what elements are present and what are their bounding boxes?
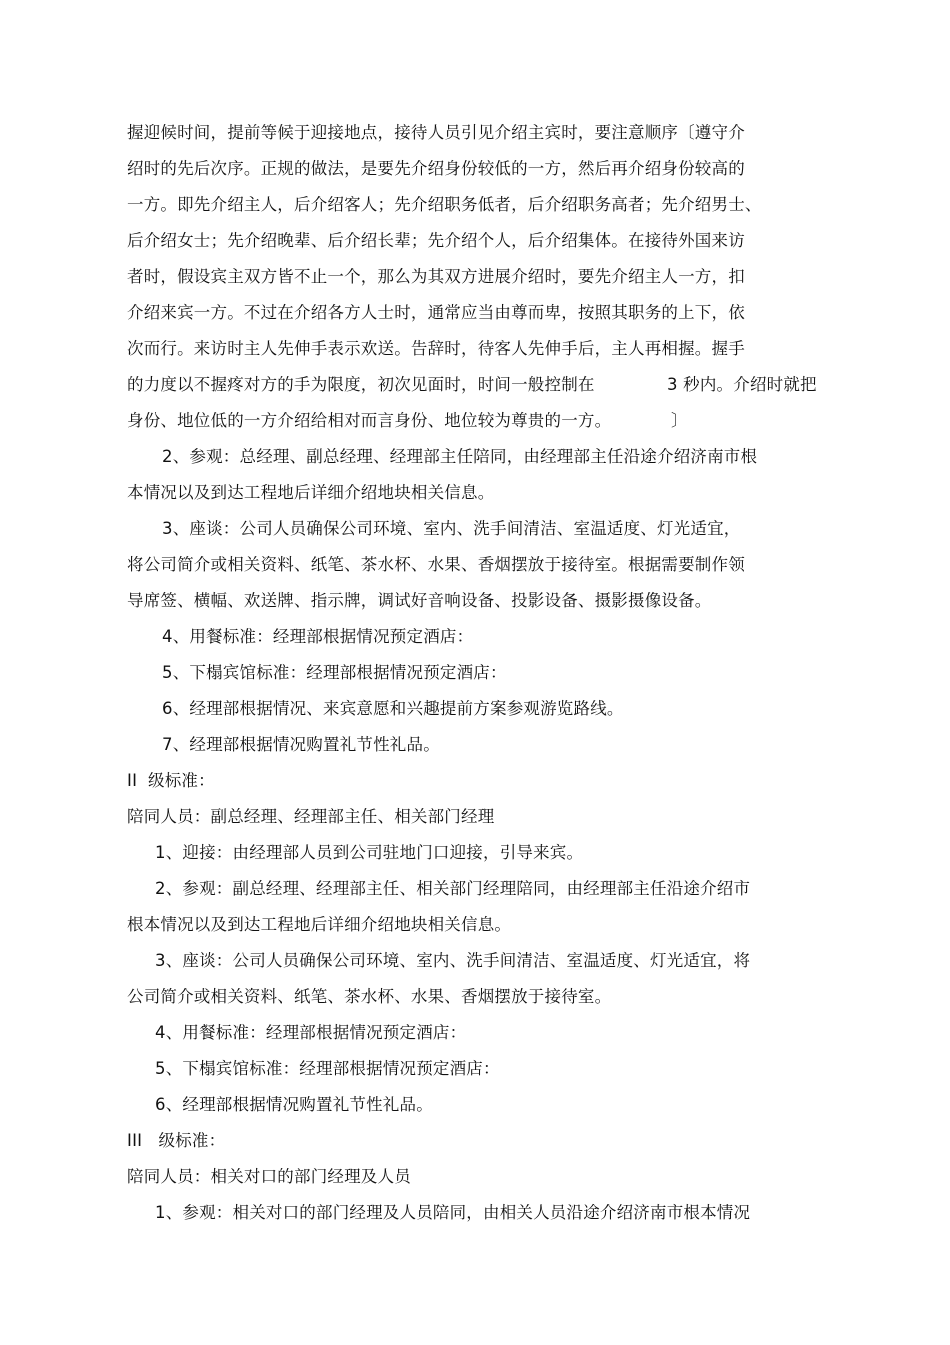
level2-item-2: 2、参观：副总经理、经理部主任、相关部门经理陪同，由经理部主任沿途介绍市 xyxy=(155,879,751,898)
intro-line-8-part1: 的力度以不握疼对方的手为限度，初次见面时，时间一般控制在 xyxy=(127,375,595,394)
intro-line-2: 绍时的先后次序。正规的做法，是要先介绍身份较低的一方，然后再介绍身份较高的 xyxy=(127,159,745,178)
intro-line-6: 介绍来宾一方。不过在介绍各方人士时，通常应当由尊而卑，按照其职务的上下，依 xyxy=(127,303,745,322)
level1-item-6: 6、经理部根据情况、来宾意愿和兴趣提前方案参观游览路线。 xyxy=(162,699,624,718)
level1-item-7: 7、经理部根据情况购置礼节性礼品。 xyxy=(162,735,440,754)
intro-line-8-part2: 3 秒内。介绍时就把 xyxy=(667,375,817,394)
intro-line-3: 一方。即先介绍主人，后介绍客人；先介绍职务低者，后介绍职务高者；先介绍男士、 xyxy=(127,195,762,214)
level1-item-5: 5、下榻宾馆标准：经理部根据情况预定酒店： xyxy=(162,663,507,682)
level2-item-3: 3、座谈：公司人员确保公司环境、室内、洗手间清洁、室温适度、灯光适宜，将 xyxy=(155,951,751,970)
level2-escort: 陪同人员：副总经理、经理部主任、相关部门经理 xyxy=(127,807,495,826)
intro-line-9-part1: 身份、地位低的一方介绍给相对而言身份、地位较为尊贵的一方。 xyxy=(127,411,612,430)
intro-line-1: 握迎候时间，提前等候于迎接地点，接待人员引见介绍主宾时，要注意顺序〔遵守介 xyxy=(127,123,745,142)
level1-item-3-cont-1: 将公司简介或相关资料、纸笔、茶水杯、水果、香烟摆放于接待室。根据需要制作领 xyxy=(127,555,745,574)
level2-item-5: 5、下榻宾馆标准：经理部根据情况预定酒店： xyxy=(155,1059,500,1078)
level3-item-1: 1、参观：相关对口的部门经理及人员陪同，由相关人员沿途介绍济南市根本情况 xyxy=(155,1203,751,1222)
level2-item-2-cont: 根本情况以及到达工程地后详细介绍地块相关信息。 xyxy=(127,915,512,934)
level3-heading: III 级标准： xyxy=(127,1131,226,1150)
intro-line-4: 后介绍女士；先介绍晚辈、后介绍长辈；先介绍个人，后介绍集体。在接待外国来访 xyxy=(127,231,745,250)
level1-item-2: 2、参观：总经理、副总经理、经理部主任陪同，由经理部主任沿途介绍济南市根 xyxy=(162,447,758,466)
level1-item-3: 3、座谈：公司人员确保公司环境、室内、洗手间清洁、室温适度、灯光适宜， xyxy=(162,519,741,538)
level2-item-4: 4、用餐标准：经理部根据情况预定酒店： xyxy=(155,1023,467,1042)
level2-heading: II 级标准： xyxy=(127,771,215,790)
level1-item-2-cont: 本情况以及到达工程地后详细介绍地块相关信息。 xyxy=(127,483,495,502)
level1-item-4: 4、用餐标准：经理部根据情况预定酒店： xyxy=(162,627,474,646)
level2-item-6: 6、经理部根据情况购置礼节性礼品。 xyxy=(155,1095,433,1114)
level2-item-3-cont: 公司简介或相关资料、纸笔、茶水杯、水果、香烟摆放于接待室。 xyxy=(127,987,612,1006)
intro-line-9-part2: 〕 xyxy=(671,411,688,430)
intro-line-5: 者时，假设宾主双方皆不止一个，那么为其双方进展介绍时，要先介绍主人一方，扣 xyxy=(127,267,745,286)
level1-item-3-cont-2: 导席签、横幅、欢送牌、指示牌，调试好音响设备、投影设备、摄影摄像设备。 xyxy=(127,591,712,610)
level2-item-1: 1、迎接：由经理部人员到公司驻地门口迎接，引导来宾。 xyxy=(155,843,584,862)
intro-line-7: 次而行。来访时主人先伸手表示欢送。告辞时，待客人先伸手后，主人再相握。握手 xyxy=(127,339,745,358)
level3-escort: 陪同人员：相关对口的部门经理及人员 xyxy=(127,1167,411,1186)
